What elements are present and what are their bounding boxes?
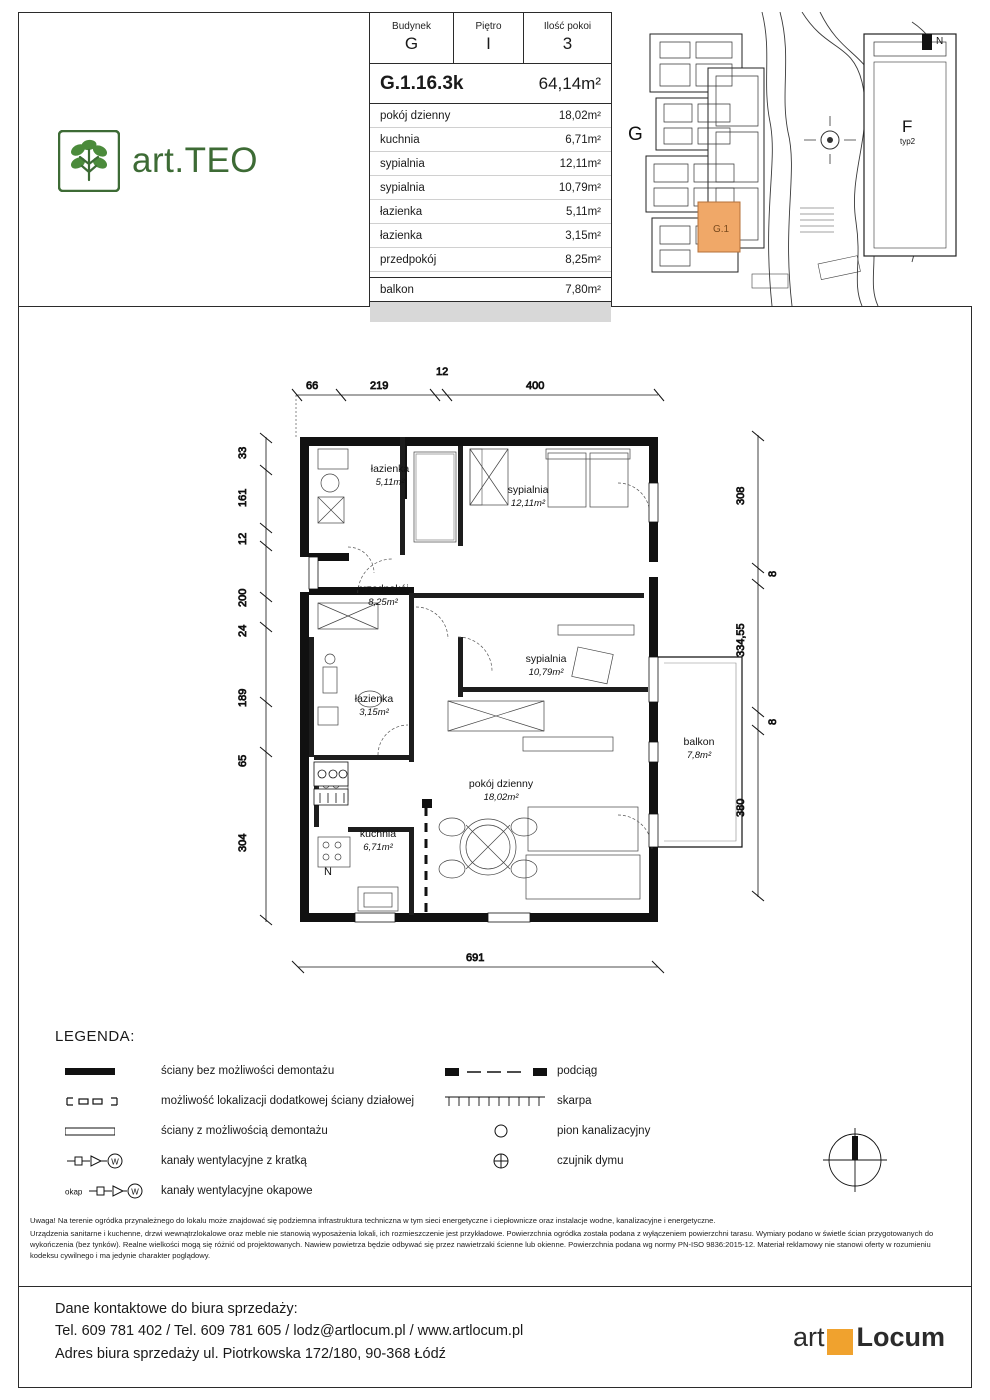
svg-text:okap: okap [65,1187,83,1197]
plan-room-name: kuchnia [359,828,397,840]
brand-accent-square [827,1329,853,1355]
legend-label: ściany z możliwością demontażu [161,1125,328,1137]
rooms-count-label: Ilość pokoi [543,21,592,32]
legend-label: pion kanalizacyjny [557,1125,651,1137]
legend-right-column [445,1056,845,1176]
room-area: 5,11m² [566,205,601,218]
room-name: kuchnia [380,133,420,146]
dashed-wall-icon [65,1095,161,1107]
contact-title: Dane kontaktowe do biura sprzedaży: [55,1301,298,1317]
dim-left-1: 33 [237,446,249,459]
room-area: 8,25m² [565,253,601,266]
brand-part-1: art [792,1322,825,1352]
dim-top-4: 400 [526,380,545,392]
room-area: 18,02m² [558,109,601,122]
table-row [370,104,611,128]
room-name: łazienka [380,205,423,218]
legend-label: możliwość lokalizacji dodatkowej ściany działowej [161,1095,415,1107]
logo-block [18,12,370,306]
rooms-count-cell [524,12,611,63]
svg-text:W: W [111,1157,119,1167]
brand-part-2: Locum [856,1322,945,1352]
room-area: 6,71m² [565,133,601,146]
table-row [370,176,611,200]
legend-label: skarpa [557,1095,592,1107]
site-location-map [612,12,972,306]
slope-icon [445,1093,557,1109]
sewer-riser-icon [445,1123,557,1139]
contact-block [55,1298,523,1365]
dim-left-4: 200 [237,588,249,607]
table-row [370,128,611,152]
legend-label: kanały wentylacyjne z kratką [161,1155,307,1167]
legend-label: ściany bez możliwości demontażu [161,1065,335,1077]
table-row [370,152,611,176]
rooms-count-value: 3 [562,34,573,53]
plan-room-name: sypialnia [507,484,549,496]
plan-room-name: sypialnia [525,653,567,665]
plan-room-name: łazienka [354,693,394,705]
floor-value: I [486,34,491,53]
floor-cell [454,12,524,63]
building-cell [370,12,454,63]
dim-left-3: 12 [237,532,249,545]
dim-left-2: 161 [237,488,249,507]
plan-room-name: przedpokój [357,583,409,595]
plan-room-name: łazienka [370,463,410,475]
legend-item [445,1116,845,1146]
hood-vent-duct-icon [65,1183,161,1199]
plan-room-area: 12,11m² [510,498,546,509]
room-name: sypialnia [380,157,425,170]
dim-top-3: 12 [436,366,449,378]
room-name: pokój dzienny [380,109,451,122]
beam-icon [445,1065,557,1077]
legend-item [445,1056,845,1086]
sitemap-building-label: G [628,124,643,145]
info-table-header-row [370,12,611,64]
room-name: łazienka [380,229,423,242]
hollow-wall-icon [65,1125,161,1137]
dim-top-1: 66 [306,380,319,392]
building-label: Budynek [392,21,431,32]
plan-room-area: 7,8m² [686,750,712,761]
svg-text:G.1: G.1 [713,224,730,235]
smoke-detector-icon [445,1152,557,1170]
plan-room-area: 10,79m² [528,667,564,678]
contact-phone-email: Tel. 609 781 402 / Tel. 609 781 605 / lodz@artlocum.pl / www.artlocum.pl [55,1323,524,1340]
table-row [370,224,611,248]
plan-north-label: N [324,866,332,878]
room-area: 3,15m² [565,229,601,242]
plan-room-area: 3,15m² [359,707,389,718]
dim-left-7: 65 [237,754,249,767]
plan-room-area: 5,11m² [375,477,405,488]
dim-right-2: 8 [767,570,779,577]
compass-rose [815,1120,895,1205]
dim-bottom-1: 691 [466,952,485,964]
dim-right-4: 8 [767,718,779,725]
dim-right-3: 334,55 [735,623,747,657]
balcony-area: 7,80m² [565,283,601,296]
note-line-1: Uwaga! Na terenie ogródka przynależnego do lokalu może znajdować się podziemna infrastruktura techniczna w tym sieci energetyczne i ciepłownicze oraz instalacje wodne, kanalizacyjne i energetyczne. [30,1216,716,1225]
room-area: 10,79m² [558,181,601,194]
legend-title: LEGENDA: [55,1028,135,1045]
room-area: 12,11m² [559,157,601,170]
dim-right-1: 308 [735,486,747,505]
legend-label: podciąg [557,1065,598,1077]
plan-room-name: pokój dzienny [468,778,534,790]
dim-left-8: 304 [237,833,249,852]
svg-text:W: W [131,1187,139,1197]
apartment-code-row [370,64,611,104]
artlocum-logo [793,1322,945,1353]
plan-room-area: 18,02m² [483,792,519,803]
plan-room-area: 6,71m² [363,842,393,853]
sitemap-other-building-sub: typ2 [900,137,916,146]
building-value: G [404,34,419,53]
dim-right-5: 380 [735,798,747,817]
legend-item [65,1176,535,1206]
apartment-code: G.1.16.3k [380,72,464,94]
vent-duct-icon [65,1153,161,1169]
solid-wall-icon [65,1065,161,1077]
legend-label: czujnik dymu [557,1155,624,1167]
disclaimer-note [30,1215,948,1263]
table-row [370,248,611,272]
plan-room-name: balkon [683,736,715,748]
legend-label: kanały wentylacyjne okapowe [161,1185,313,1197]
balcony-name: balkon [380,283,414,296]
footer-divider [18,1286,972,1287]
apartment-total-area: 64,14m² [538,73,601,93]
floor-label: Piętro [475,21,502,32]
tree-logo-icon [58,130,120,192]
sitemap-north-label: N [936,36,944,47]
dim-left-5: 24 [237,624,249,637]
art-teo-logo [58,130,258,192]
floor-plan-drawing [18,307,972,1007]
legend [55,1028,955,1197]
balcony-row [370,278,611,302]
sitemap-other-building-label: F [902,117,913,136]
legend-item [445,1086,845,1116]
plan-room-area: 8,25m² [368,597,398,608]
table-row [370,200,611,224]
apartment-info-table [370,12,612,306]
contact-address: Adres biura sprzedaży ul. Piotrkowska 172/180, 90-368 Łódź [55,1345,446,1362]
logo-text: art.TEO [132,141,259,180]
legend-item [445,1146,845,1176]
dim-top-2: 219 [370,380,389,392]
dim-left-6: 189 [237,688,249,707]
header [18,12,972,307]
room-name: przedpokój [380,253,437,266]
room-name: sypialnia [380,181,425,194]
note-line-2: Urządzenia sanitarne i kuchenne, drzwi wewnątrzlokalowe oraz meble nie stanowią wyposażenia lokali, ich rozmieszczenie jest przykładowe. Powierzchnia ogródka została podana z wyłączeniem powierzchni tarasu. Wymiary podano w świetle ścian przygotowanych do wykończenia (bez tynków). Realne wielkości mogą się różnić od projektowanych. Nawiew powietrza będzie odbywać się przez nawietrzaki ścienne lub okienne. Powierzchnia podana wg normy PN-ISO 9836:2015-12. Materiał reklamowy nie stanowi oferty w rozumieniu kodeksu cywilnego i ma jedynie charakter poglądowy. [30,1229,934,1260]
